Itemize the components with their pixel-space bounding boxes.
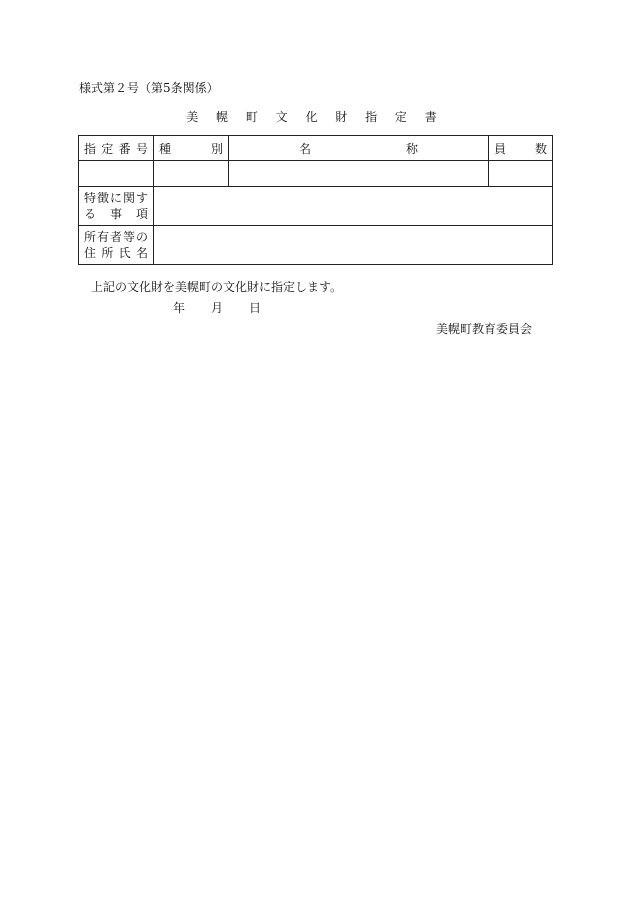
designation-number-cell (79, 161, 154, 187)
name-cell (229, 161, 489, 187)
header-type (154, 136, 229, 161)
header-char: 番 (118, 141, 131, 156)
date-month: 月 (211, 301, 224, 315)
header-char: 数 (534, 141, 547, 156)
owner-label-cell (79, 226, 154, 265)
entry-row (79, 161, 553, 187)
header-char: 名 (299, 141, 312, 156)
header-char: 種 (159, 141, 172, 156)
features-value-cell (154, 187, 553, 226)
header-char: 定 (101, 141, 114, 156)
features-label-cell (79, 187, 154, 226)
header-name (229, 136, 489, 161)
date-year: 年 (173, 301, 186, 315)
date-line (173, 300, 261, 316)
document-title: 美 幌 町 文 化 財 指 定 書 (186, 110, 444, 124)
header-row (79, 136, 553, 161)
designation-statement: 上記の文化財を美幌町の文化財に指定します。 (91, 280, 343, 294)
features-label-line: 特徴に関す (84, 191, 148, 205)
count-cell (489, 161, 553, 187)
designation-table (78, 135, 553, 265)
owner-label-line: 住 所 氏 名 (84, 246, 148, 260)
form-number-label: 様式第２号（第5条関係） (79, 81, 219, 95)
header-char: 別 (210, 141, 223, 156)
header-char: 員 (494, 141, 507, 156)
features-row (79, 187, 553, 226)
issuer-name: 美幌町教育委員会 (436, 322, 533, 336)
header-char: 指 (84, 141, 97, 156)
date-day: 日 (249, 301, 262, 315)
header-designation-number (79, 136, 154, 161)
owner-label-line: 所有者等の (84, 230, 148, 244)
owner-row (79, 226, 553, 265)
header-char: 号 (135, 141, 148, 156)
header-count (489, 136, 553, 161)
owner-value-cell (154, 226, 553, 265)
header-char: 称 (405, 141, 418, 156)
type-cell (154, 161, 229, 187)
features-label-line: る 事 項 (84, 207, 148, 221)
